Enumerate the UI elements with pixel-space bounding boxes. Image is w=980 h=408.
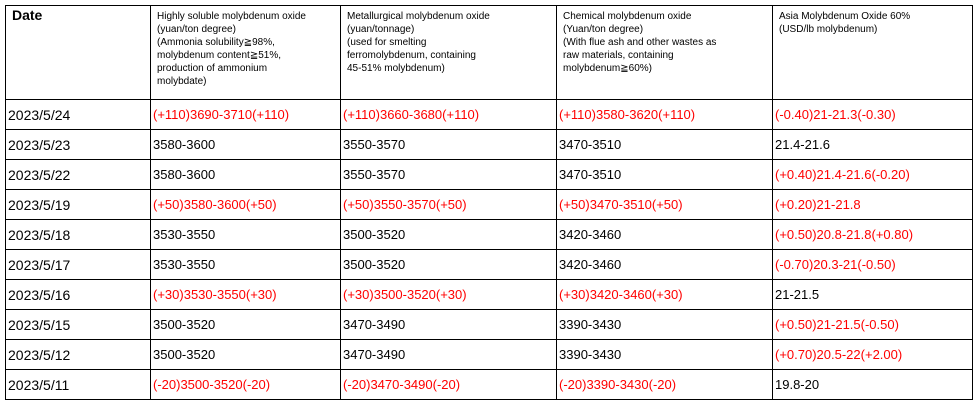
price-cell-chemical: 3420-3460	[557, 220, 773, 250]
table-row	[6, 310, 973, 340]
price-cell-asia-60: (-0.70)20.3-21(-0.50)	[773, 250, 973, 280]
date-cell: 2023/5/23	[6, 130, 151, 160]
table-header-row	[6, 6, 973, 100]
price-cell-chemical: 3470-3510	[557, 160, 773, 190]
price-cell-metallurgical: (+30)3500-3520(+30)	[341, 280, 557, 310]
price-cell-metallurgical: 3550-3570	[341, 130, 557, 160]
table-row	[6, 340, 973, 370]
header-asia-molybdenum-oxide: Asia Molybdenum Oxide 60% (USD/lb molybdenum)	[773, 6, 973, 100]
price-cell-asia-60: 21.4-21.6	[773, 130, 973, 160]
price-cell-metallurgical: 3470-3490	[341, 340, 557, 370]
price-cell-highly-soluble: 3580-3600	[151, 130, 341, 160]
price-cell-metallurgical: 3470-3490	[341, 310, 557, 340]
price-cell-asia-60: 21-21.5	[773, 280, 973, 310]
date-cell: 2023/5/15	[6, 310, 151, 340]
table-row	[6, 280, 973, 310]
price-cell-highly-soluble: (+110)3690-3710(+110)	[151, 100, 341, 130]
price-cell-metallurgical: 3500-3520	[341, 220, 557, 250]
molybdenum-oxide-price-table	[5, 5, 973, 400]
price-cell-chemical: (+30)3420-3460(+30)	[557, 280, 773, 310]
table-row	[6, 370, 973, 400]
price-cell-metallurgical: 3550-3570	[341, 160, 557, 190]
price-cell-metallurgical: (+110)3660-3680(+110)	[341, 100, 557, 130]
price-cell-chemical: 3470-3510	[557, 130, 773, 160]
header-chemical-molybdenum-oxide: Chemical molybdenum oxide (Yuan/ton degree) (With flue ash and other wastes as raw materials, containing molybdenum≧60%)	[557, 6, 773, 100]
price-cell-highly-soluble: 3530-3550	[151, 220, 341, 250]
price-cell-highly-soluble: 3530-3550	[151, 250, 341, 280]
date-cell: 2023/5/16	[6, 280, 151, 310]
header-highly-soluble-molybdenum-oxide: Highly soluble molybdenum oxide (yuan/ton degree) (Ammonia solubility≧98%, molybdenum content≧51%, production of ammonium molybdate)	[151, 6, 341, 100]
price-cell-metallurgical: 3500-3520	[341, 250, 557, 280]
date-cell: 2023/5/19	[6, 190, 151, 220]
price-cell-highly-soluble: 3500-3520	[151, 340, 341, 370]
price-cell-highly-soluble: 3580-3600	[151, 160, 341, 190]
price-cell-chemical: (+110)3580-3620(+110)	[557, 100, 773, 130]
date-cell: 2023/5/11	[6, 370, 151, 400]
date-cell: 2023/5/18	[6, 220, 151, 250]
date-cell: 2023/5/22	[6, 160, 151, 190]
table-row	[6, 130, 973, 160]
header-date: Date	[6, 6, 151, 100]
price-cell-chemical: (+50)3470-3510(+50)	[557, 190, 773, 220]
price-cell-asia-60: (+0.40)21.4-21.6(-0.20)	[773, 160, 973, 190]
table-row	[6, 250, 973, 280]
price-cell-asia-60: (+0.50)21-21.5(-0.50)	[773, 310, 973, 340]
price-cell-asia-60: (+0.20)21-21.8	[773, 190, 973, 220]
header-metallurgical-molybdenum-oxide: Metallurgical molybdenum oxide (yuan/tonnage) (used for smelting ferromolybdenum, containing 45-51% molybdenum)	[341, 6, 557, 100]
price-cell-asia-60: (+0.50)20.8-21.8(+0.80)	[773, 220, 973, 250]
price-cell-chemical: 3390-3430	[557, 310, 773, 340]
date-cell: 2023/5/12	[6, 340, 151, 370]
table-row	[6, 100, 973, 130]
price-cell-chemical: (-20)3390-3430(-20)	[557, 370, 773, 400]
date-cell: 2023/5/17	[6, 250, 151, 280]
table-row	[6, 190, 973, 220]
price-cell-highly-soluble: 3500-3520	[151, 310, 341, 340]
table-body	[6, 100, 973, 400]
price-cell-chemical: 3390-3430	[557, 340, 773, 370]
table-row	[6, 160, 973, 190]
price-cell-chemical: 3420-3460	[557, 250, 773, 280]
price-cell-highly-soluble: (-20)3500-3520(-20)	[151, 370, 341, 400]
table-row	[6, 220, 973, 250]
price-cell-highly-soluble: (+30)3530-3550(+30)	[151, 280, 341, 310]
price-cell-asia-60: (-0.40)21-21.3(-0.30)	[773, 100, 973, 130]
price-cell-asia-60: 19.8-20	[773, 370, 973, 400]
price-cell-asia-60: (+0.70)20.5-22(+2.00)	[773, 340, 973, 370]
price-cell-highly-soluble: (+50)3580-3600(+50)	[151, 190, 341, 220]
price-cell-metallurgical: (+50)3550-3570(+50)	[341, 190, 557, 220]
date-cell: 2023/5/24	[6, 100, 151, 130]
price-cell-metallurgical: (-20)3470-3490(-20)	[341, 370, 557, 400]
